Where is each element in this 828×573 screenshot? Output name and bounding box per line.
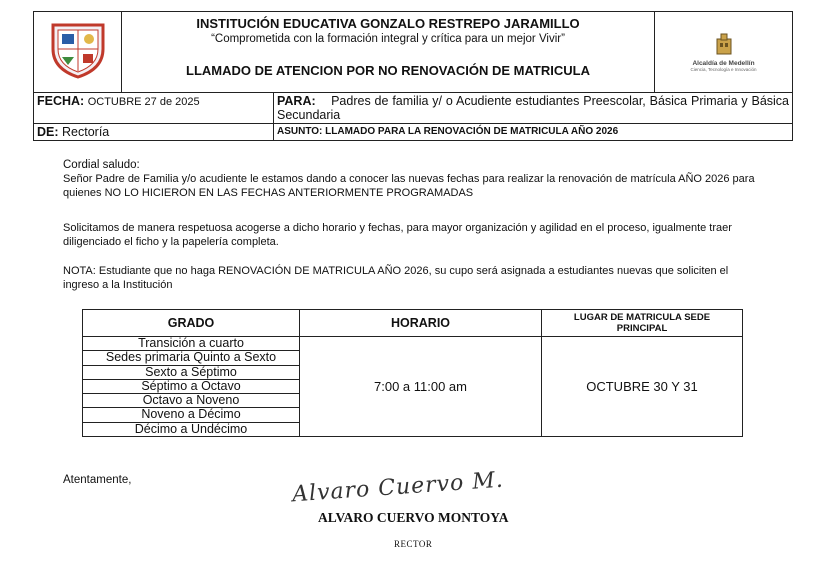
partner-logo-sub: Ciencia, Tecnología e Innovación [690,66,757,72]
institution-cell [122,12,655,93]
medellin-building-icon [715,33,733,55]
col-header-horario: HORARIO [300,310,542,337]
grado-row: Noveno a Décimo [83,408,299,422]
asunto-label: ASUNTO: [277,126,323,137]
asunto-cell [274,124,793,141]
lugar-cell: OCTUBRE 30 Y 31 [542,337,743,437]
letter-title: LLAMADO DE ATENCION POR NO RENOVACIÓN DE MATRICULA [186,63,590,78]
signature: Alvaro Cuervo M. [291,467,505,508]
para-value: Padres de familia y/ o Acudiente estudiantes Preescolar, Básica Primaria y Básica Secundaria [277,94,790,122]
partner-logo-cell [655,12,793,93]
grado-list [83,337,300,437]
institution-slogan: “Comprometida con la formación integral y crítica para un mejor Vivir” [211,33,565,45]
greeting: Cordial saludo: [63,159,140,171]
para-label: PARA: [277,94,316,108]
grado-row: Octavo a Noveno [83,394,299,408]
grado-row: Sedes primaria Quinto a Sexto [83,351,299,365]
closing-atentamente: Atentamente, [63,474,132,486]
grado-row: Séptimo a Octavo [83,380,299,394]
fecha-label: FECHA: [37,94,85,108]
col-header-grado: GRADO [83,310,300,337]
horario-cell: 7:00 a 11:00 am [300,337,542,437]
signer-role: RECTOR [394,539,433,549]
signer-name: ALVARO CUERVO MONTOYA [318,510,509,525]
schedule-table [82,309,743,437]
partner-logo-name: Alcaldía de Medellín [692,59,755,67]
school-crest-icon [47,19,109,81]
grado-row: Décimo a Undécimo [134,421,248,436]
asunto-value: LLAMADO PARA LA RENOVACIÓN DE MATRICULA AÑO 2026 [325,126,619,137]
header-table [33,11,793,141]
paragraph-note: NOTA: Estudiante que no haga RENOVACIÓN DE MATRICULA AÑO 2026, su cupo será asignada a estudiantes nuevas que soliciten el ingreso a la Institución [63,265,729,291]
grado-row: Transición a cuarto [83,337,299,351]
paragraph-intro: Señor Padre de Familia y/o acudiente le estamos dando a conocer las nuevas fechas para realizar la renovación de matrícula AÑO 2026 para quienes NO LO HICIERON EN LAS FECHAS ANTERIORMENTE PROGRAMADAS [63,173,755,199]
de-cell [34,124,274,141]
letter-header [33,11,792,153]
de-label: DE: [37,125,59,139]
crest-cell [34,12,122,93]
institution-name: INSTITUCIÓN EDUCATIVA GONZALO RESTREPO JARAMILLO [196,16,580,31]
fecha-cell [34,93,274,124]
de-value: Rectoría [62,125,110,139]
col-header-lugar: LUGAR DE MATRICULA SEDE PRINCIPAL [542,310,743,337]
fecha-value: OCTUBRE 27 de 2025 [87,96,200,108]
grado-row: Sexto a Séptimo [83,366,299,380]
paragraph-request: Solicitamos de manera respetuosa acogerse a dicho horario y fechas, para mayor organización y agilidad en el proceso, igualmente traer diligenciado el ficho y la papelería completa. [63,222,732,248]
para-cell [274,93,793,124]
